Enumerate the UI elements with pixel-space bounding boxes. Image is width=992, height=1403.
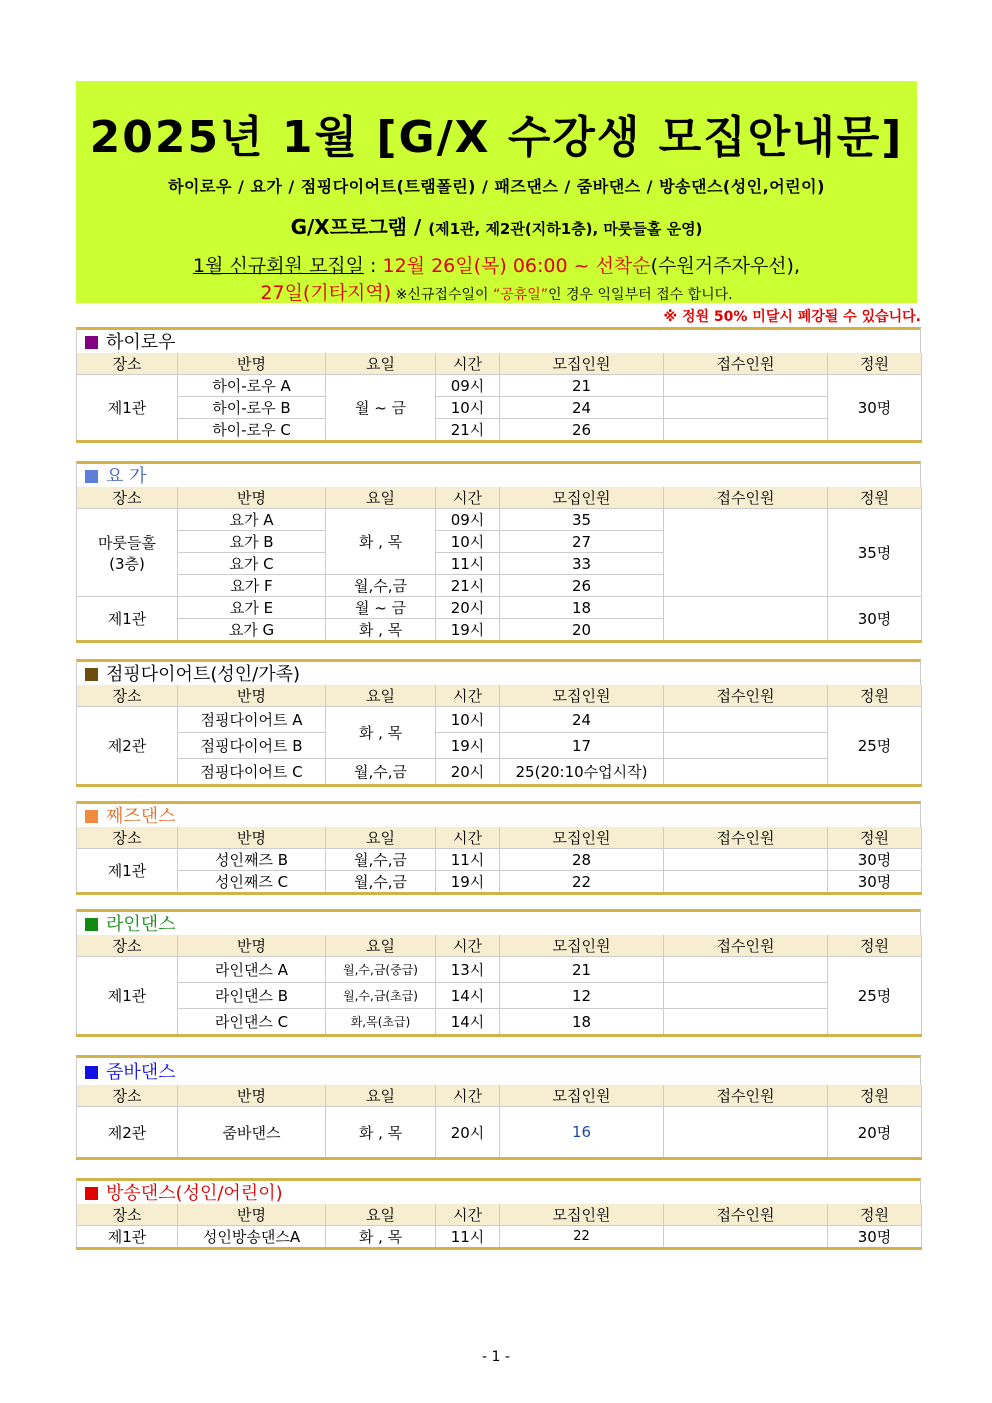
recruit-cell: 26 xyxy=(500,419,664,442)
table-header xyxy=(77,935,922,957)
col-place: 장소 xyxy=(77,935,178,957)
applied-cell xyxy=(664,957,828,983)
applied-cell xyxy=(664,1107,828,1159)
recruit-note-a: ※신규접수일이 xyxy=(391,287,493,303)
section-yoga xyxy=(76,461,921,643)
table-row xyxy=(77,397,922,419)
section-jumping xyxy=(76,659,921,787)
recruit-cell: 27 xyxy=(500,531,664,553)
name-cell: 성인째즈 B xyxy=(178,849,326,871)
time-cell: 20시 xyxy=(436,759,500,786)
col-capacity: 정원 xyxy=(828,1085,922,1107)
col-applied: 접수인원 xyxy=(664,935,828,957)
col-recruit: 모집인원 xyxy=(500,685,664,707)
section-broadcast xyxy=(76,1178,921,1250)
capacity-cell: 30명 xyxy=(828,597,922,642)
table-header xyxy=(77,1085,922,1107)
capacity-cell: 30명 xyxy=(828,375,922,442)
days-cell: 화 , 목 xyxy=(326,707,436,759)
section-title: 점핑다이어트(성인/가족) xyxy=(76,659,921,685)
days-cell: 월,수,금(중급) xyxy=(326,957,436,983)
applied-cell xyxy=(664,1009,828,1036)
time-cell: 21시 xyxy=(436,575,500,597)
table-row xyxy=(77,1009,922,1036)
col-days: 요일 xyxy=(326,1085,436,1107)
days-cell: 월 ~ 금 xyxy=(326,375,436,442)
applied-cell xyxy=(664,375,828,397)
section-line xyxy=(76,909,921,1037)
col-place: 장소 xyxy=(77,685,178,707)
table-row xyxy=(77,849,922,871)
time-cell: 19시 xyxy=(436,871,500,894)
place-cell: 마룻들홀 (3층) xyxy=(77,509,178,597)
table-row xyxy=(77,733,922,759)
place-cell: 제1관 xyxy=(77,1226,178,1249)
recruit-line-2 xyxy=(76,278,917,305)
applied-cell xyxy=(664,733,828,759)
recruit-cell: 22 xyxy=(500,1226,664,1249)
col-place: 장소 xyxy=(77,1204,178,1226)
col-place: 장소 xyxy=(77,353,178,375)
time-cell: 20시 xyxy=(436,1107,500,1159)
recruit-cell: 28 xyxy=(500,849,664,871)
recruit-cell: 17 xyxy=(500,733,664,759)
applied-cell xyxy=(664,871,828,894)
recruit-cell: 35 xyxy=(500,509,664,531)
section-title: 방송댄스(성인/어린이) xyxy=(76,1178,921,1204)
table-row xyxy=(77,1226,922,1249)
col-name: 반명 xyxy=(178,827,326,849)
name-cell: 라인댄스 C xyxy=(178,1009,326,1036)
col-time: 시간 xyxy=(436,685,500,707)
capacity-cell: 20명 xyxy=(828,1107,922,1159)
table-header xyxy=(77,487,922,509)
days-cell: 화 , 목 xyxy=(326,1107,436,1159)
time-cell: 19시 xyxy=(436,619,500,642)
capacity-cell: 35명 xyxy=(828,509,922,597)
yoga-table xyxy=(76,487,922,643)
zumba-table xyxy=(76,1085,922,1160)
col-name: 반명 xyxy=(178,1204,326,1226)
time-cell: 11시 xyxy=(436,849,500,871)
recruit-cell: 26 xyxy=(500,575,664,597)
col-applied: 접수인원 xyxy=(664,1204,828,1226)
red-square-icon xyxy=(85,1187,98,1200)
col-recruit: 모집인원 xyxy=(500,1085,664,1107)
col-time: 시간 xyxy=(436,935,500,957)
line-table xyxy=(76,935,922,1037)
col-place: 장소 xyxy=(77,487,178,509)
recruit-note-holiday: “공휴일” xyxy=(492,287,549,303)
days-cell: 월,수,금 xyxy=(326,759,436,786)
applied-cell xyxy=(664,597,828,642)
blue-square-icon xyxy=(85,470,98,483)
name-cell: 줌바댄스 xyxy=(178,1107,326,1159)
table-row xyxy=(77,375,922,397)
page-number: - 1 - xyxy=(482,1349,510,1365)
col-capacity: 정원 xyxy=(828,353,922,375)
gx-venues: (제1관, 제2관(지하1층), 마룻들홀 운영) xyxy=(428,220,703,238)
time-cell: 11시 xyxy=(436,1226,500,1249)
place-cell: 제2관 xyxy=(77,707,178,786)
name-cell: 라인댄스 A xyxy=(178,957,326,983)
col-capacity: 정원 xyxy=(828,935,922,957)
name-cell: 요가 G xyxy=(178,619,326,642)
name-cell: 요가 B xyxy=(178,531,326,553)
col-capacity: 정원 xyxy=(828,827,922,849)
applied-cell xyxy=(664,397,828,419)
col-time: 시간 xyxy=(436,1085,500,1107)
recruit-line-1 xyxy=(76,251,917,278)
recruit-cell: 24 xyxy=(500,397,664,419)
applied-cell xyxy=(664,759,828,786)
days-cell: 월,수,금 xyxy=(326,575,436,597)
applied-cell xyxy=(664,983,828,1009)
time-cell: 14시 xyxy=(436,1009,500,1036)
purple-square-icon xyxy=(85,336,98,349)
section-hilo xyxy=(76,327,921,443)
header-banner xyxy=(76,81,917,303)
col-name: 반명 xyxy=(178,935,326,957)
col-time: 시간 xyxy=(436,487,500,509)
table-row xyxy=(77,983,922,1009)
time-cell: 10시 xyxy=(436,531,500,553)
col-time: 시간 xyxy=(436,827,500,849)
capacity-cell: 30명 xyxy=(828,871,922,894)
col-applied: 접수인원 xyxy=(664,1085,828,1107)
applied-cell xyxy=(664,419,828,442)
col-applied: 접수인원 xyxy=(664,487,828,509)
time-cell: 21시 xyxy=(436,419,500,442)
jazz-table xyxy=(76,827,922,895)
recruit-cell: 12 xyxy=(500,983,664,1009)
days-cell: 월,수,금 xyxy=(326,871,436,894)
days-cell: 화 , 목 xyxy=(326,1226,436,1249)
col-applied: 접수인원 xyxy=(664,353,828,375)
col-name: 반명 xyxy=(178,487,326,509)
recruit-cell: 18 xyxy=(500,597,664,619)
col-days: 요일 xyxy=(326,487,436,509)
col-days: 요일 xyxy=(326,1204,436,1226)
recruit-other: 27일(기타지역) xyxy=(260,282,392,304)
time-cell: 11시 xyxy=(436,553,500,575)
hilo-table xyxy=(76,353,922,443)
time-cell: 19시 xyxy=(436,733,500,759)
recruit-priority: (수원거주자우선), xyxy=(650,255,800,277)
capacity-cell: 30명 xyxy=(828,1226,922,1249)
recruit-cell: 20 xyxy=(500,619,664,642)
section-title: 요 가 xyxy=(76,461,921,487)
col-name: 반명 xyxy=(178,353,326,375)
place-cell: 제1관 xyxy=(77,375,178,442)
col-time: 시간 xyxy=(436,1204,500,1226)
page-title: 2025년 1월 [G/X 수강생 모집안내문] xyxy=(89,112,904,163)
program-list: 하이로우 / 요가 / 점핑다이어트(트램폴린) / 패즈댄스 / 줌바댄스 / 방송댄스(성인,어린이) xyxy=(168,177,825,196)
name-cell: 성인째즈 C xyxy=(178,871,326,894)
recruit-cell: 18 xyxy=(500,1009,664,1036)
col-recruit: 모집인원 xyxy=(500,1204,664,1226)
table-row xyxy=(77,597,922,619)
col-recruit: 모집인원 xyxy=(500,487,664,509)
name-cell: 요가 F xyxy=(178,575,326,597)
col-capacity: 정원 xyxy=(828,685,922,707)
name-cell: 점핑다이어트 C xyxy=(178,759,326,786)
table-row xyxy=(77,871,922,894)
applied-cell xyxy=(664,1226,828,1249)
recruit-cell: 21 xyxy=(500,957,664,983)
applied-cell xyxy=(664,509,828,597)
col-recruit: 모집인원 xyxy=(500,353,664,375)
col-days: 요일 xyxy=(326,685,436,707)
table-row xyxy=(77,509,922,531)
section-jazz xyxy=(76,801,921,895)
applied-cell xyxy=(664,849,828,871)
time-cell: 10시 xyxy=(436,397,500,419)
name-cell: 하이-로우 A xyxy=(178,375,326,397)
days-cell: 화 , 목 xyxy=(326,619,436,642)
time-cell: 14시 xyxy=(436,983,500,1009)
col-days: 요일 xyxy=(326,935,436,957)
table-row xyxy=(77,759,922,786)
table-header xyxy=(77,1204,922,1226)
section-title: 라인댄스 xyxy=(76,909,921,935)
blue-square-icon xyxy=(85,1066,98,1079)
name-cell: 점핑다이어트 B xyxy=(178,733,326,759)
time-cell: 13시 xyxy=(436,957,500,983)
name-cell: 점핑다이어트 A xyxy=(178,707,326,733)
recruit-note-b: 인 경우 익일부터 접수 합니다. xyxy=(548,287,733,303)
capacity-cell: 25명 xyxy=(828,707,922,786)
days-cell: 월 ~ 금 xyxy=(326,597,436,619)
recruit-cell: 25(20:10수업시작) xyxy=(500,759,664,786)
recruit-label: 1월 신규회원 모집일 xyxy=(193,255,365,277)
recruit-cell: 22 xyxy=(500,871,664,894)
recruit-cell: 16 xyxy=(500,1107,664,1159)
recruit-cell: 24 xyxy=(500,707,664,733)
section-title: 하이로우 xyxy=(76,327,921,353)
col-capacity: 정원 xyxy=(828,487,922,509)
name-cell: 라인댄스 B xyxy=(178,983,326,1009)
col-name: 반명 xyxy=(178,685,326,707)
table-header xyxy=(77,827,922,849)
col-name: 반명 xyxy=(178,1085,326,1107)
col-days: 요일 xyxy=(326,353,436,375)
name-cell: 하이-로우 C xyxy=(178,419,326,442)
section-zumba xyxy=(76,1055,921,1160)
table-header xyxy=(77,685,922,707)
place-cell: 제1관 xyxy=(77,849,178,894)
table-row xyxy=(77,1107,922,1159)
place-cell: 제1관 xyxy=(77,957,178,1036)
jumping-table xyxy=(76,685,922,787)
brown-square-icon xyxy=(85,668,98,681)
col-place: 장소 xyxy=(77,1085,178,1107)
name-cell: 하이-로우 B xyxy=(178,397,326,419)
col-recruit: 모집인원 xyxy=(500,935,664,957)
section-title: 째즈댄스 xyxy=(76,801,921,827)
col-applied: 접수인원 xyxy=(664,685,828,707)
recruit-date: 12월 26일(목) 06:00 ~ 선착순 xyxy=(382,255,651,277)
time-cell: 20시 xyxy=(436,597,500,619)
document-page xyxy=(76,81,921,1250)
col-days: 요일 xyxy=(326,827,436,849)
table-row xyxy=(77,419,922,442)
time-cell: 09시 xyxy=(436,375,500,397)
name-cell: 성인방송댄스A xyxy=(178,1226,326,1249)
recruit-cell: 21 xyxy=(500,375,664,397)
col-place: 장소 xyxy=(77,827,178,849)
col-recruit: 모집인원 xyxy=(500,827,664,849)
recruit-cell: 33 xyxy=(500,553,664,575)
table-header xyxy=(77,353,922,375)
green-square-icon xyxy=(85,918,98,931)
broadcast-table xyxy=(76,1204,922,1250)
col-applied: 접수인원 xyxy=(664,827,828,849)
days-cell: 화 , 목 xyxy=(326,509,436,575)
place-cell: 제1관 xyxy=(77,597,178,642)
gx-label: G/X프로그램 / xyxy=(290,215,422,239)
applied-cell xyxy=(664,707,828,733)
days-cell: 월,수,금(초급) xyxy=(326,983,436,1009)
warning-note: ※ 정원 50% 미달시 폐강될 수 있습니다. xyxy=(663,309,921,325)
col-capacity: 정원 xyxy=(828,1204,922,1226)
capacity-cell: 30명 xyxy=(828,849,922,871)
capacity-cell: 25명 xyxy=(828,957,922,1036)
days-cell: 화,목(초급) xyxy=(326,1009,436,1036)
recruit-colon: : xyxy=(364,255,383,277)
name-cell: 요가 C xyxy=(178,553,326,575)
name-cell: 요가 E xyxy=(178,597,326,619)
place-cell: 제2관 xyxy=(77,1107,178,1159)
section-title: 줌바댄스 xyxy=(76,1055,921,1085)
table-row xyxy=(77,707,922,733)
time-cell: 09시 xyxy=(436,509,500,531)
gx-program-line xyxy=(76,211,917,240)
col-time: 시간 xyxy=(436,353,500,375)
orange-square-icon xyxy=(85,810,98,823)
table-row xyxy=(77,957,922,983)
name-cell: 요가 A xyxy=(178,509,326,531)
time-cell: 10시 xyxy=(436,707,500,733)
days-cell: 월,수,금 xyxy=(326,849,436,871)
